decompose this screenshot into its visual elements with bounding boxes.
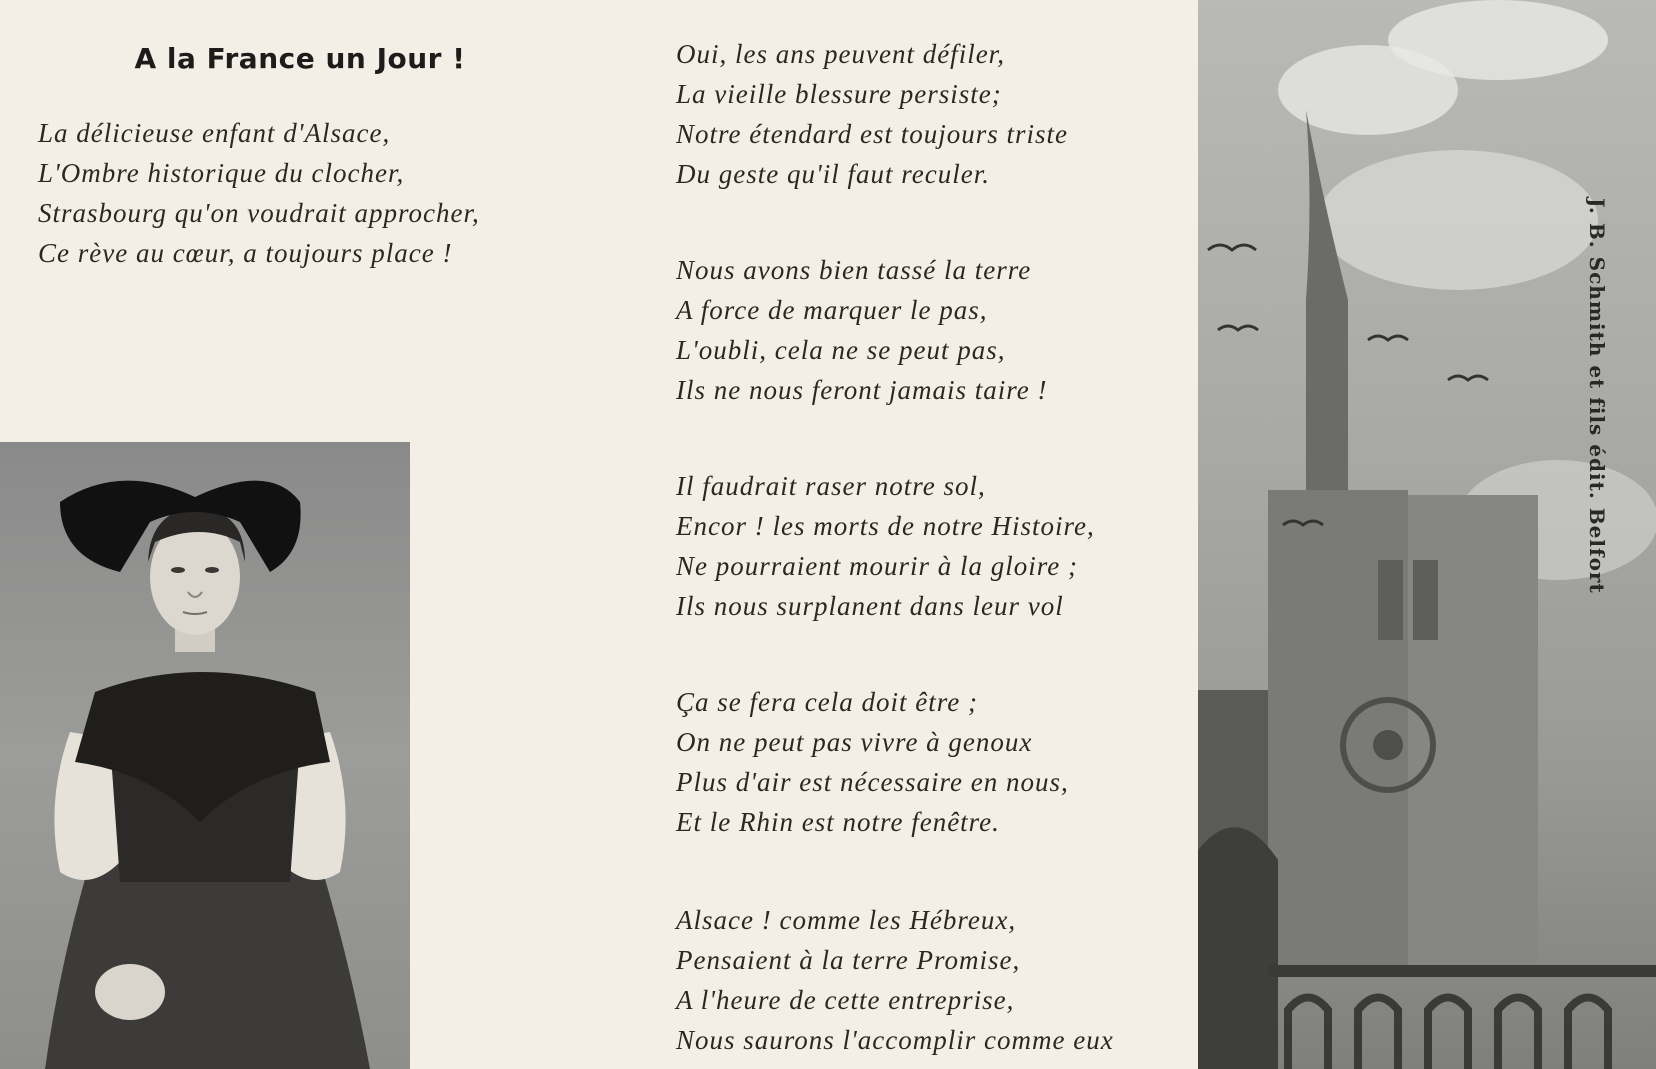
poem-line: On ne peut pas vivre à genoux [676,727,1033,757]
poem-line: La vieille blessure persiste; [676,79,1002,109]
stanza-3 [676,250,1047,410]
poem-line: La délicieuse enfant d'Alsace, [38,118,391,148]
stanza-2 [676,34,1068,194]
poem-line: Ils nous surplanent dans leur vol [676,591,1064,621]
poem-line: Et le Rhin est notre fenêtre. [676,807,1000,837]
poem-line: Il faudrait raser notre sol, [676,471,986,501]
stanza-5 [676,682,1069,842]
poem-line: Ne pourraient mourir à la gloire ; [676,551,1078,581]
alsatian-girl-illustration [0,442,410,1069]
poem-line: Alsace ! comme les Hébreux, [676,905,1017,935]
poem-line: Oui, les ans peuvent défiler, [676,39,1005,69]
poem-line: Nous avons bien tassé la terre [676,255,1032,285]
poem-line: Du geste qu'il faut reculer. [676,159,990,189]
poem-line: L'Ombre historique du clocher, [38,158,405,188]
poem-line: Pensaient à la terre Promise, [676,945,1021,975]
poem-line: Ce rève au cœur, a toujours place ! [38,238,453,268]
poem-line: A force de marquer le pas, [676,295,988,325]
poem-line: L'oubli, cela ne se peut pas, [676,335,1006,365]
publisher-imprint: J. B. Schmith et fils édit. Belfort [1585,198,1609,594]
poem-line: Plus d'air est nécessaire en nous, [676,767,1069,797]
poem-line: Nous saurons l'accomplir comme eux [676,1025,1114,1055]
stanza-6 [676,900,1114,1060]
poem-line: Ils ne nous feront jamais taire ! [676,375,1048,405]
poem-line: Ça se fera cela doit être ; [676,687,978,717]
alsatian-girl-photo [0,442,410,1069]
poem-line: Encor ! les morts de notre Histoire, [676,511,1095,541]
poem-line: Strasbourg qu'on voudrait approcher, [38,198,480,228]
poem-line: Notre étendard est toujours triste [676,119,1068,149]
stanza-1 [38,113,480,273]
poem-line: A l'heure de cette entreprise, [676,985,1015,1015]
poem-title: A la France un Jour ! [134,42,466,75]
stanza-4 [676,466,1095,626]
